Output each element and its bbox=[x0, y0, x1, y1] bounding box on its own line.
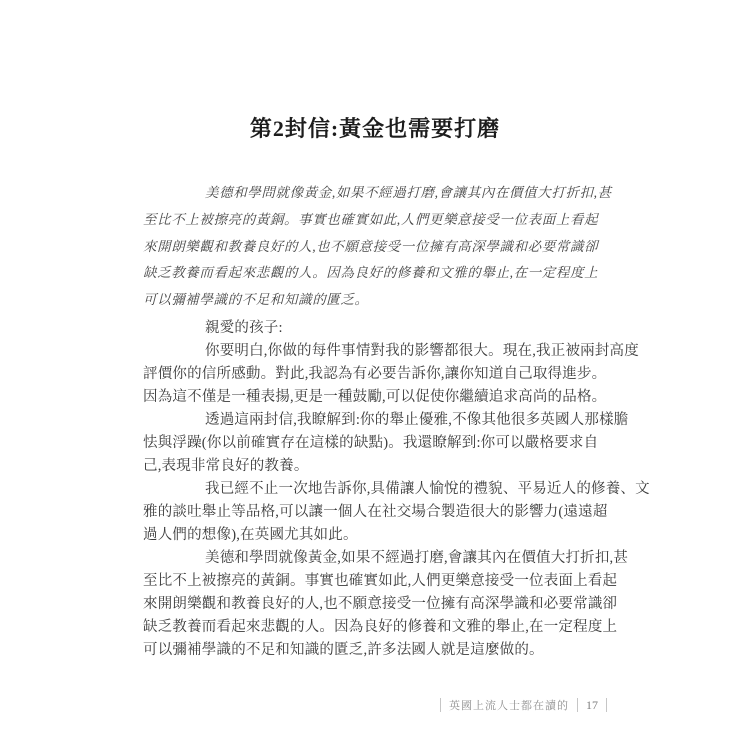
footer-divider bbox=[577, 698, 578, 712]
footer-divider bbox=[440, 698, 441, 712]
page-number: 17 bbox=[586, 697, 598, 712]
body-line: 己,表現非常良好的教養。 bbox=[143, 458, 309, 474]
body-line: 可以彌補學識的不足和知識的匱乏,許多法國人就是這麼做的。 bbox=[143, 642, 544, 658]
body-line: 過人們的想像),在英國尤其如此。 bbox=[143, 527, 358, 543]
intro-line: 可以彌補學識的不足和知識的匱乏。 bbox=[143, 292, 369, 308]
intro-line: 美德和學問就像黃金,如果不經過打磨,會讓其內在價值大打折扣,甚 bbox=[205, 185, 612, 200]
body-line: 你要明白,你做的每件事情對我的影響都很大。現在,我正被兩封高度 bbox=[205, 343, 639, 359]
intro-line: 來開朗樂觀和教養良好的人,也不願意接受一位擁有高深學識和必要常識卻 bbox=[143, 238, 599, 254]
body-line: 我已經不止一次地告訴你,具備讓人愉悅的禮貌、平易近人的修養、文 bbox=[205, 481, 650, 497]
footer-book-title: 英國上流人士都在讀的 bbox=[449, 700, 569, 712]
page-footer bbox=[440, 697, 607, 713]
chapter-title: 第2封信:黃金也需要打磨 bbox=[249, 116, 501, 141]
body-line: 評價你的信所感動。對此,我認為有必要告訴你,讓你知道自己取得進步。 bbox=[143, 366, 607, 382]
body-line: 因為這不僅是一種表揚,更是一種鼓勵,可以促使你繼續追求高尚的品格。 bbox=[143, 389, 607, 405]
body-line: 美德和學問就像黃金,如果不經過打磨,會讓其內在價值大打折扣,甚 bbox=[205, 550, 629, 566]
body-line-salutation: 親愛的孩子: bbox=[205, 320, 283, 336]
letter-body bbox=[143, 317, 650, 662]
body-line: 透過這兩封信,我瞭解到:你的舉止優雅,不像其他很多英國人那樣膽 bbox=[205, 412, 629, 428]
body-line: 缺乏教養而看起來悲觀的人。因為良好的修養和文雅的舉止,在一定程度上 bbox=[143, 619, 618, 635]
intro-quote-paragraph bbox=[143, 180, 633, 314]
body-line: 來開朗樂觀和教養良好的人,也不願意接受一位擁有高深學識和必要常識卻 bbox=[143, 596, 618, 612]
body-line: 怯與浮躁(你以前確實存在這樣的缺點)。我還瞭解到:你可以嚴格要求自 bbox=[143, 435, 599, 451]
footer-divider bbox=[606, 698, 607, 712]
body-line: 雅的談吐舉止等品格,可以讓一個人在社交場合製造很大的影響力(遠遠超 bbox=[143, 504, 608, 520]
body-line: 至比不上被擦亮的黃銅。事實也確實如此,人們更樂意接受一位表面上看起 bbox=[143, 573, 618, 589]
intro-line: 缺乏教養而看起來悲觀的人。因為良好的修養和文雅的舉止,在一定程度上 bbox=[143, 265, 599, 281]
intro-line: 至比不上被擦亮的黃銅。事實也確實如此,人們更樂意接受一位表面上看起 bbox=[143, 211, 599, 227]
